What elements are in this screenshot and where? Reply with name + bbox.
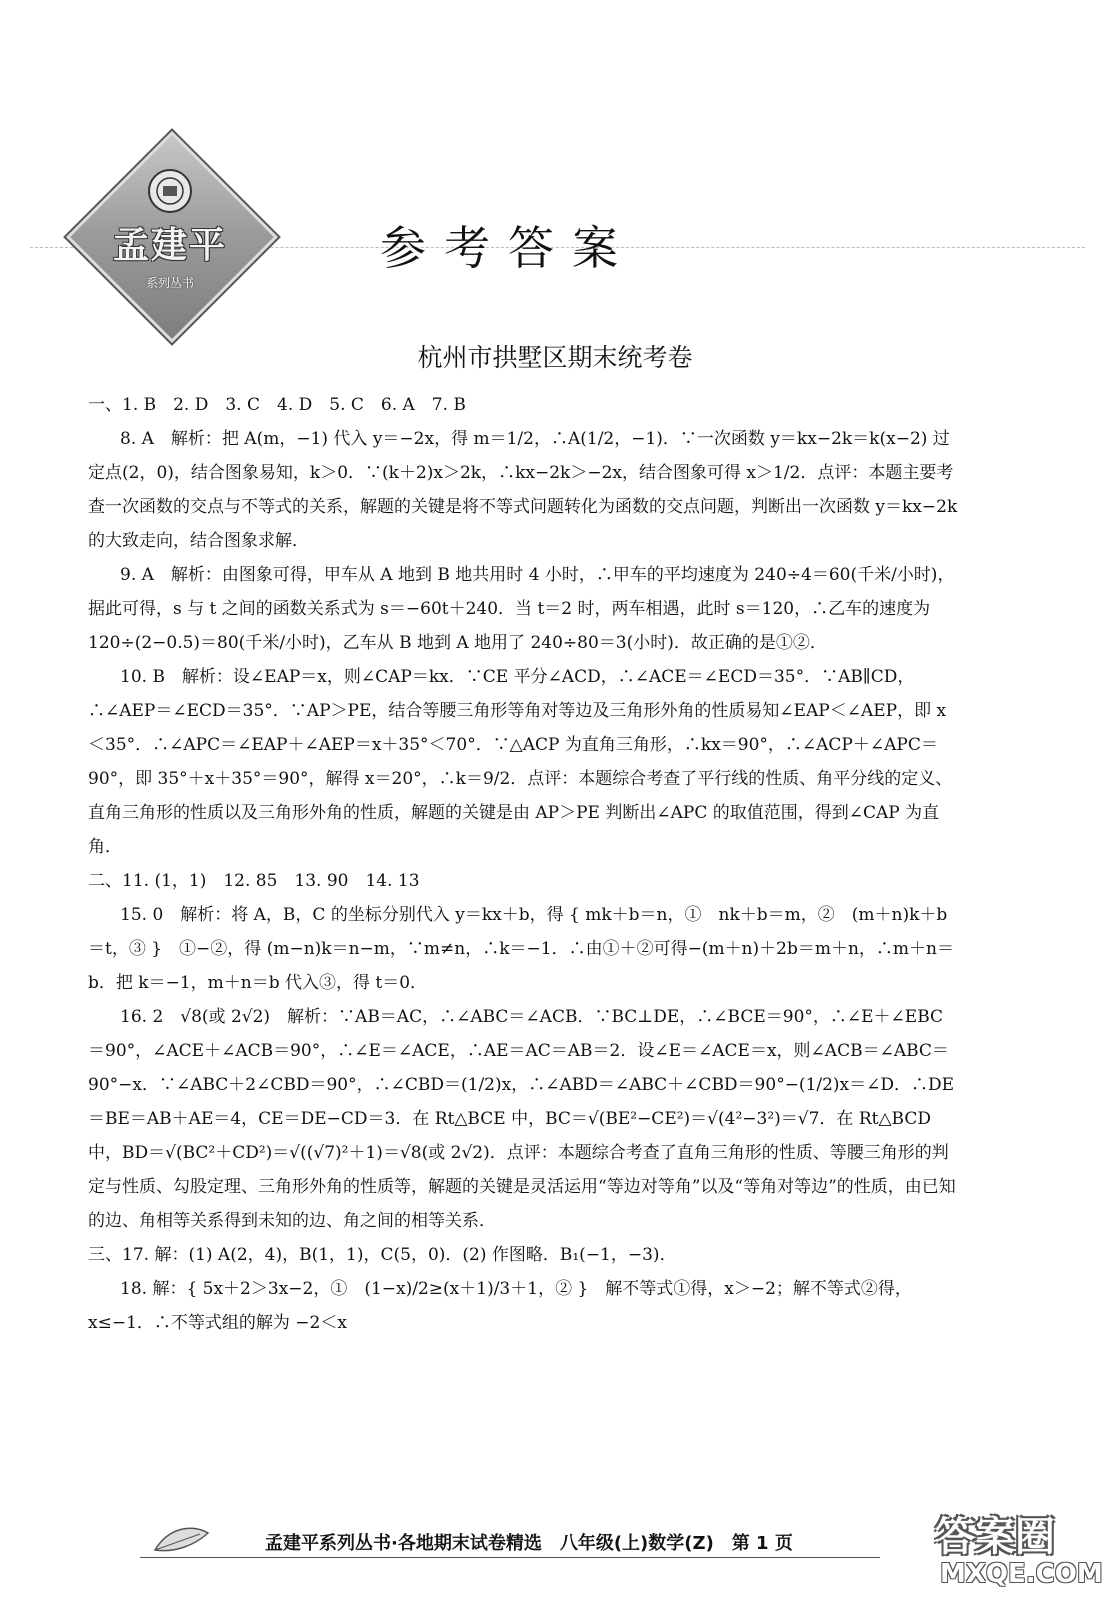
answer-section-2: 二、11. (1，1) 12. 85 13. 90 14. 13	[88, 871, 420, 891]
watermark-logo: 答案圈	[935, 1514, 1055, 1560]
logo-subtitle: 系列丛书	[145, 276, 194, 290]
answer-q9: 9. A 解析：由图象可得，甲车从 A 地到 B 地共用时 4 小时，∴甲车的平均速度为 240÷4＝60(千米/小时)，据此可得，s 与 t 之间的函数关系式为 s＝−60t＋240．当 t＝2 时，两车相遇，此时 s＝120，∴乙车的速度为 120÷(2−0.5)＝80(千米/小时)，乙车从 B 地到 A 地用了 240÷80＝3(小时)．故正确的是①②．	[88, 565, 955, 653]
leaf-icon	[150, 1525, 210, 1555]
answer-q8: 8. A 解析：把 A(m，−1) 代入 y＝−2x，得 m＝1/2，∴A(1/2，−1)．∵一次函数 y＝kx−2k＝k(x−2) 过定点(2，0)，结合图象易知，k＞0．∵(k＋2)x＞2k，∴kx−2k＞−2x，结合图象可得 x＞1/2．点评：本题主要考查一次函数的交点与不等式的关系，解题的关键是将不等式问题转化为函数的交点问题，判断出一次函数 y＝kx−2k 的大致走向，结合图象求解．	[88, 429, 963, 551]
footer-text: 孟建平系列丛书·各地期末试卷精选 八年级(上)数学(Z) 第 1 页	[265, 1533, 793, 1554]
seal-icon	[148, 169, 192, 213]
answer-section-3: 三、17. 解：(1) A(2，4)，B(1，1)，C(5，0)．(2) 作图略．B₁(−1，−3)．	[88, 1245, 677, 1265]
watermark	[935, 1505, 1103, 1595]
series-logo	[80, 155, 260, 315]
answer-q15: 15. 0 解析：将 A，B，C 的坐标分别代入 y＝kx＋b，得 { mk＋b＝n，① nk＋b＝m，② (m＋n)k＋b＝t，③ } ①−②，得 (m−n)k＝n−m，∵m≠n，∴k＝−1．∴由①＋②可得−(m＋n)＋2b＝m＋n，∴m＋n＝b．把 k＝−1，m＋n＝b 代入③，得 t＝0．	[88, 905, 954, 993]
watermark-url: MXQE.COM	[940, 1559, 1103, 1589]
footer-rule	[140, 1557, 880, 1558]
answer-section-1: 一、1. B 2. D 3. C 4. D 5. C 6. A 7. B	[88, 395, 466, 415]
page-title: 参考答案	[380, 221, 636, 275]
exam-title: 杭州市拱墅区期末统考卷	[417, 343, 693, 372]
logo-name: 孟建平	[112, 224, 227, 266]
answer-content	[88, 388, 963, 1340]
book-icon	[155, 176, 185, 206]
answer-q10: 10. B 解析：设∠EAP＝x，则∠CAP＝kx．∵CE 平分∠ACD，∴∠ACE＝∠ECD＝35°．∵AB∥CD，∴∠AEP＝∠ECD＝35°．∵AP＞PE，结合等腰三角形等角对等边及三角形外角的性质易知∠EAP＜∠AEP，即 x＜35°．∴∠APC＝∠EAP＋∠AEP＝x＋35°＜70°．∵△ACP 为直角三角形，∴kx＝90°，∴∠ACP＋∠APC＝90°，即 35°＋x＋35°＝90°，解得 x＝20°，∴k＝9/2．点评：本题综合考查了平行线的性质、角平分线的定义、直角三角形的性质以及三角形外角的性质，解题的关键是由 AP＞PE 判断出∠APC 的取值范围，得到∠CAP 为直角．	[88, 667, 953, 857]
answer-q16: 16. 2 √8(或 2√2) 解析：∵AB＝AC，∴∠ABC＝∠ACB．∵BC⊥DE，∴∠BCE＝90°，∴∠E＋∠EBC＝90°，∠ACE＋∠ACB＝90°，∴∠E＝∠ACE，∴AE＝AC＝AB＝2．设∠E＝∠ACE＝x，则∠ACB＝∠ABC＝90°−x．∵∠ABC＋2∠CBD＝90°，∴∠CBD＝(1/2)x，∴∠ABD＝∠ABC＋∠CBD＝90°−(1/2)x＝∠D．∴DE＝BE＝AB＋AE＝4，CE＝DE−CD＝3．在 Rt△BCE 中，BC＝√(BE²−CE²)＝√(4²−3²)＝√7．在 Rt△BCD 中，BD＝√(BC²＋CD²)＝√((√7)²＋1)＝√8(或 2√2)．点评：本题综合考查了直角三角形的性质、等腰三角形的判定与性质、勾股定理、三角形外角的性质等，解题的关键是灵活运用“等边对等角”以及“等角对等边”的性质，由已知的边、角相等关系得到未知的边、角之间的相等关系．	[88, 1007, 956, 1231]
answer-q18: 18. 解：{ 5x＋2＞3x−2，① (1−x)/2≥(x＋1)/3＋1，② } 解不等式①得，x＞−2；解不等式②得，x≤−1．∴不等式组的解为 −2＜x	[88, 1279, 912, 1333]
